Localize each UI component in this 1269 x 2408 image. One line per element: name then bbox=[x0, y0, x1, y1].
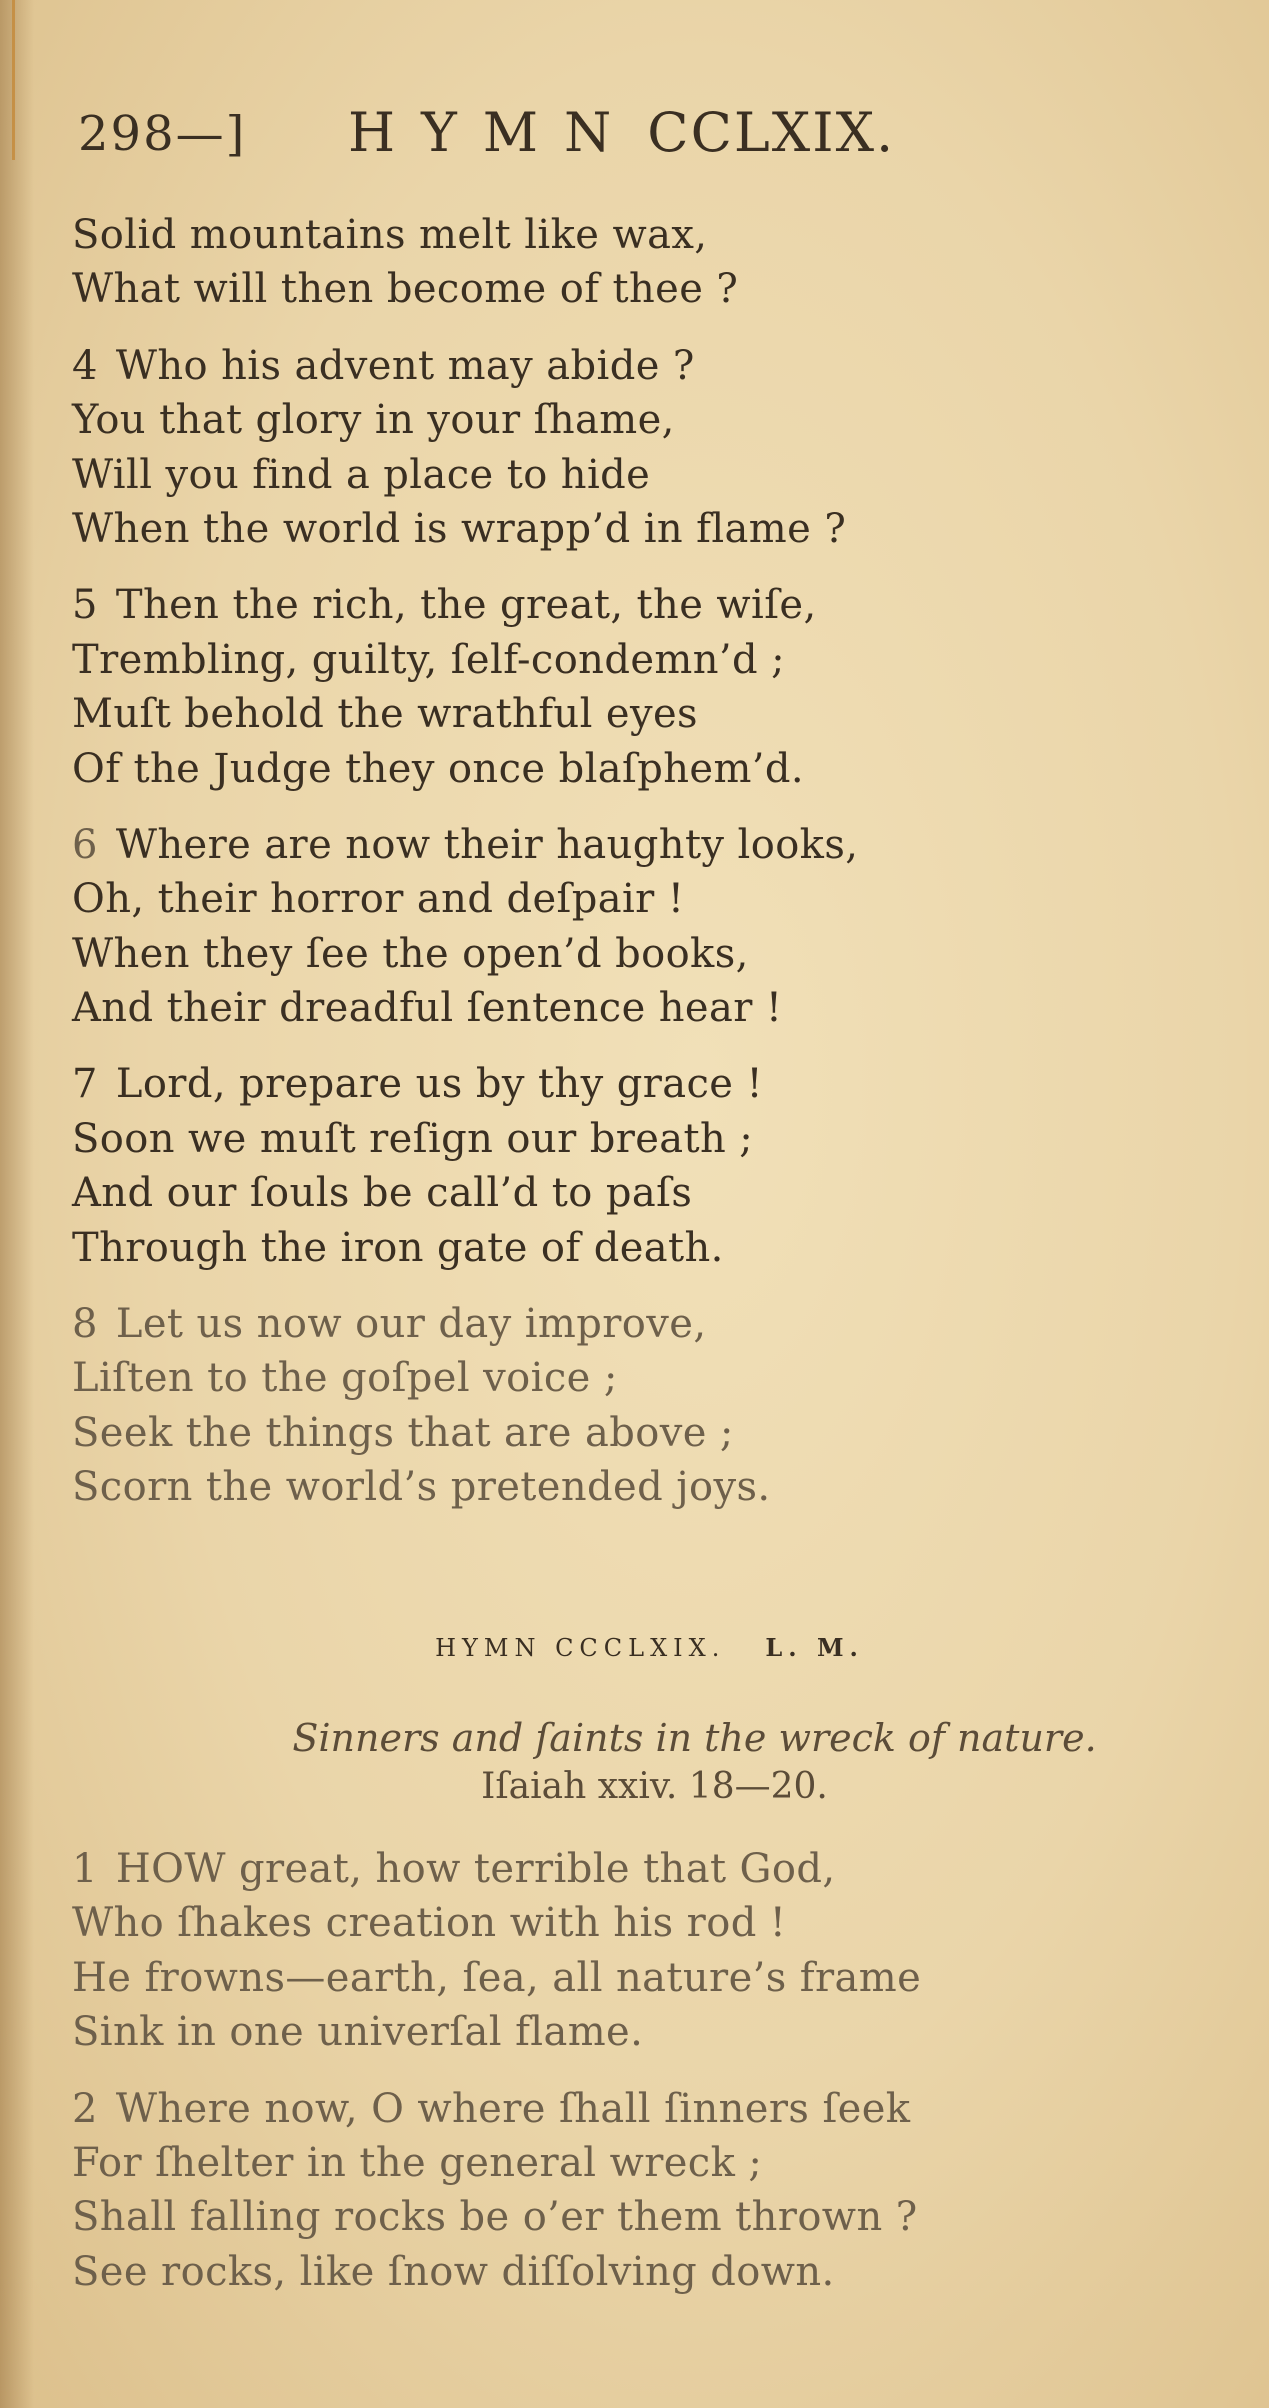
stanza bbox=[72, 1842, 1202, 2060]
stanza-number: 1 bbox=[72, 1846, 98, 1892]
verse-line: 4 Who his advent may abide ? bbox=[72, 339, 1202, 393]
stanza bbox=[72, 2082, 1202, 2300]
verse-line: 2 Where now, O where ſhall ſinners ſeek bbox=[72, 2082, 1202, 2136]
stanza-number: 5 bbox=[72, 582, 98, 629]
verse-line: 1 HOW great, how terrible that God, bbox=[72, 1842, 1202, 1896]
verse-line: Shall falling rocks be o’er them thrown ? bbox=[72, 2194, 918, 2241]
next-hymn-heading bbox=[0, 1628, 1269, 1810]
verse-line: Scorn the world’s pretended joys. bbox=[72, 1464, 771, 1511]
running-head bbox=[78, 98, 1078, 168]
verse-line: When they ſee the open’d books, bbox=[72, 930, 749, 977]
scripture-reference: Iſaiah xxiv. 18—20. bbox=[481, 1766, 828, 1807]
binding-shadow bbox=[0, 0, 34, 2408]
verse-line: Liſten to the goſpel voice ; bbox=[72, 1355, 618, 1402]
verse-line: Through the iron gate of death. bbox=[72, 1224, 724, 1271]
hymn-meter: L. M. bbox=[765, 1633, 864, 1662]
page-number: 298—] bbox=[78, 106, 247, 162]
stanza bbox=[72, 818, 1202, 1036]
stanza-number: 8 bbox=[72, 1301, 98, 1348]
verse-line: And their dreadful ſentence hear ! bbox=[72, 985, 783, 1032]
stanza-number: 6 bbox=[72, 821, 98, 868]
verse-line: 5 Then the rich, the great, the wiſe, bbox=[72, 578, 1202, 632]
verse-line: Who ſhakes creation with his rod ! bbox=[72, 1900, 787, 1947]
running-head-number: CCLXIX. bbox=[647, 101, 896, 164]
verse-line: See rocks, like ſnow diſſolving down. bbox=[72, 2248, 835, 2295]
binding-edge bbox=[12, 0, 15, 160]
verse-line: He frowns—earth, ſea, all nature’s frame bbox=[72, 1954, 922, 2001]
verse-line: 6 Where are now their haughty looks, bbox=[72, 818, 1202, 872]
verse-line: Trembling, guilty, ſelf-condemn’d ; bbox=[72, 636, 786, 683]
verse-line: Oh, their horror and deſpair ! bbox=[72, 876, 685, 923]
stanza bbox=[72, 339, 1202, 557]
verse-line: 8 Let us now our day improve, bbox=[72, 1297, 1202, 1351]
stanza-number: 4 bbox=[72, 342, 98, 389]
verse-line: You that glory in your ſhame, bbox=[72, 397, 675, 444]
verse-line: What will then become of thee ? bbox=[72, 266, 739, 313]
continued-hymn-text bbox=[72, 208, 1202, 1537]
verse-line: And our ſouls be call’d to paſs bbox=[72, 1170, 693, 1217]
verse-line: Seek the things that are above ; bbox=[72, 1409, 734, 1456]
verse-line: Will you find a place to hide bbox=[72, 451, 651, 498]
stanza bbox=[72, 208, 1202, 317]
verse-line: Soon we muſt reſign our breath ; bbox=[72, 1115, 754, 1162]
verse-line: Solid mountains melt like wax, bbox=[72, 212, 708, 258]
running-head-title bbox=[348, 98, 895, 168]
stanza-number: 7 bbox=[72, 1061, 98, 1108]
verse-line: For ſhelter in the general wreck ; bbox=[72, 2139, 763, 2186]
stanza bbox=[72, 578, 1202, 796]
next-hymn-subtitle: Sinners and ſaints in the wreck of nature. bbox=[292, 1716, 1097, 1760]
stanza-number: 2 bbox=[72, 2085, 98, 2132]
stanza bbox=[72, 1057, 1202, 1275]
verse-line: Muſt behold the wrathful eyes bbox=[72, 691, 698, 738]
stanza bbox=[72, 1297, 1202, 1515]
verse-line: Sink in one univerſal flame. bbox=[72, 2009, 644, 2056]
running-head-hymn: HYMN bbox=[348, 101, 638, 164]
verse-line: 7 Lord, prepare us by thy grace ! bbox=[72, 1057, 1202, 1111]
next-hymn-title: HYMN CCCLXIX. L. M. bbox=[435, 1633, 864, 1662]
verse-line: Of the Judge they once blaſphem’d. bbox=[72, 745, 805, 792]
verse-line: When the world is wrapp’d in flame ? bbox=[72, 505, 847, 552]
next-hymn-text bbox=[72, 1842, 1202, 2321]
